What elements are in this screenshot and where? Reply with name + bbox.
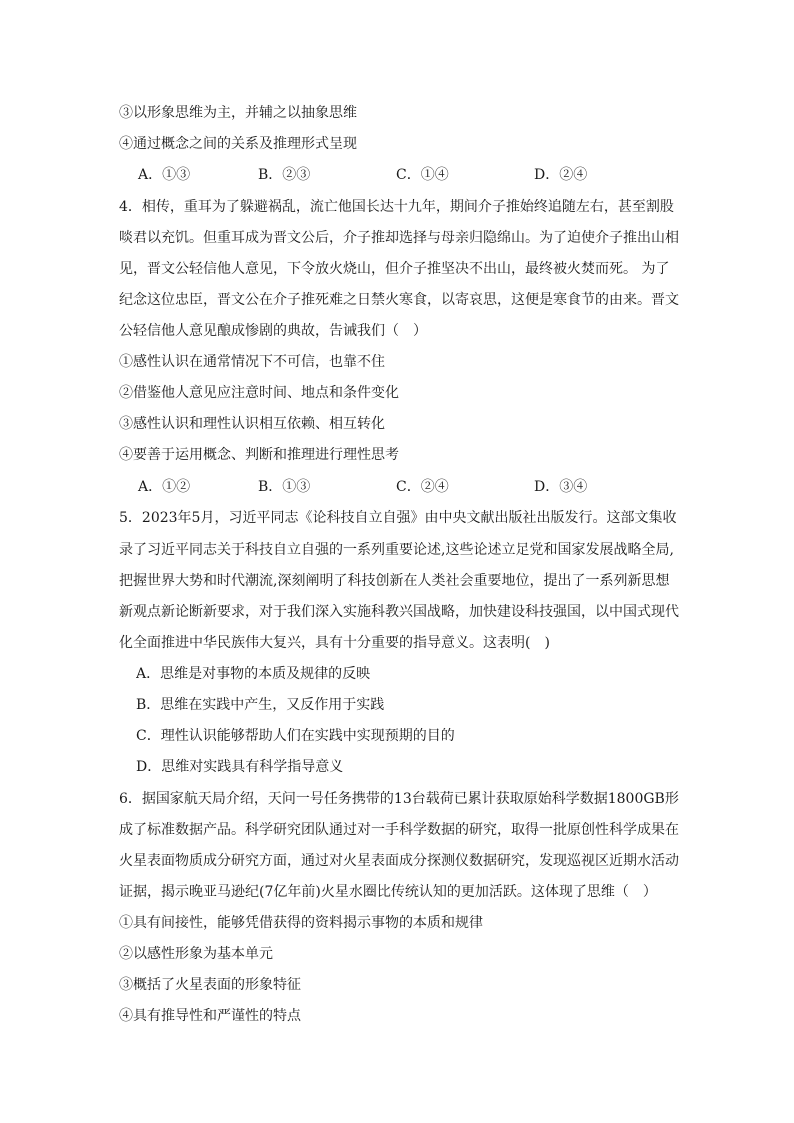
q6-item-4: ④具有推导性和严谨性的特点 [119, 1008, 301, 1024]
q3-option-d: D．②④ [534, 167, 588, 183]
q4-stem-line: 纪念这位忠臣，晋文公在介子推死难之日禁火寒食，以寄哀思，这便是寒食节的由来。晋文 [119, 292, 679, 308]
q4-stem-line: 啖君以充饥。但重耳成为晋文公后，介子推却选择与母亲归隐绵山。为了迫使介子推出山相 [119, 230, 679, 246]
q3-item-3: ③以形象思维为主，并辅之以抽象思维 [119, 105, 357, 121]
q4-options [138, 477, 658, 497]
q5-option-d: D．思维对实践具有科学指导意义 [136, 759, 344, 775]
q3-options [138, 165, 658, 185]
q5-stem-line: 把握世界大势和时代潮流,深刻阐明了科技创新在人类社会重要地位，提出了一系列新思想 [119, 573, 670, 589]
q4-item-4: ④要善于运用概念、判断和推理进行理性思考 [119, 447, 399, 463]
q4-stem-line: 公轻信他人意见酿成惨剧的典故，告诫我们（ ） [119, 323, 427, 339]
q6-stem-line: 成了标准数据产品。科学研究团队通过对一手科学数据的研究，取得一批原创性科学成果在 [119, 822, 679, 838]
q5-stem-line: 5．2023年5月，习近平同志《论科技自立自强》由中央文献出版社出版发行。这部文集收 [119, 510, 677, 526]
q5-option-a: A．思维是对事物的本质及规律的反映 [136, 666, 371, 682]
q6-stem-line: 6．据国家航天局介绍，天问一号任务携带的13台载荷已累计获取原始科学数据1800GB形 [119, 791, 679, 807]
q3-option-c: C．①④ [396, 167, 449, 183]
q4-stem-line: 4．相传，重耳为了躲避祸乱，流亡他国长达十九年，期间介子推始终追随左右，甚至割股 [119, 199, 674, 215]
q4-option-c: C．②④ [396, 479, 449, 495]
q4-item-3: ③感性认识和理性认识相互依赖、相互转化 [119, 416, 385, 432]
q5-stem-line: 新观点新论断新要求，对于我们深入实施科教兴国战略，加快建设科技强国，以中国式现代 [119, 604, 679, 620]
q6-stem-line: 证据，揭示晚亚马逊纪(7亿年前)火星水圈比传统认知的更加活跃。这体现了思维（ ） [119, 884, 657, 900]
q4-stem-line: 见，晋文公轻信他人意见，下令放火烧山，但介子推坚决不出山，最终被火焚而死。 为了 [119, 261, 670, 277]
q4-option-d: D．③④ [534, 479, 588, 495]
q5-stem-line: 化全面推进中华民族伟大复兴，具有十分重要的指导意义。这表明( ) [119, 635, 550, 651]
q5-stem-line: 录了习近平同志关于科技自立自强的一系列重要论述,这些论述立足党和国家发展战略全局, [119, 542, 674, 558]
q4-item-2: ②借鉴他人意见应注意时间、地点和条件变化 [119, 385, 399, 401]
q6-item-3: ③概括了火星表面的形象特征 [119, 977, 301, 993]
q6-item-2: ②以感性形象为基本单元 [119, 946, 273, 962]
q6-item-1: ①具有间接性，能够凭借获得的资料揭示事物的本质和规律 [119, 915, 483, 931]
q5-option-c: C．理性认识能够帮助人们在实践中实现预期的目的 [136, 728, 455, 744]
q3-option-b: B．②③ [258, 167, 311, 183]
q3-option-a: A．①③ [138, 167, 191, 183]
q4-option-b: B．①③ [258, 479, 311, 495]
q4-option-a: A．①② [138, 479, 191, 495]
q5-option-b: B．思维在实践中产生，又反作用于实践 [136, 697, 385, 713]
q6-stem-line: 火星表面物质成分研究方面，通过对火星表面成分探测仪数据研究，发现巡视区近期水活动 [119, 853, 679, 869]
q3-item-4: ④通过概念之间的关系及推理形式呈现 [119, 136, 357, 152]
q4-item-1: ①感性认识在通常情况下不可信，也靠不住 [119, 354, 385, 370]
